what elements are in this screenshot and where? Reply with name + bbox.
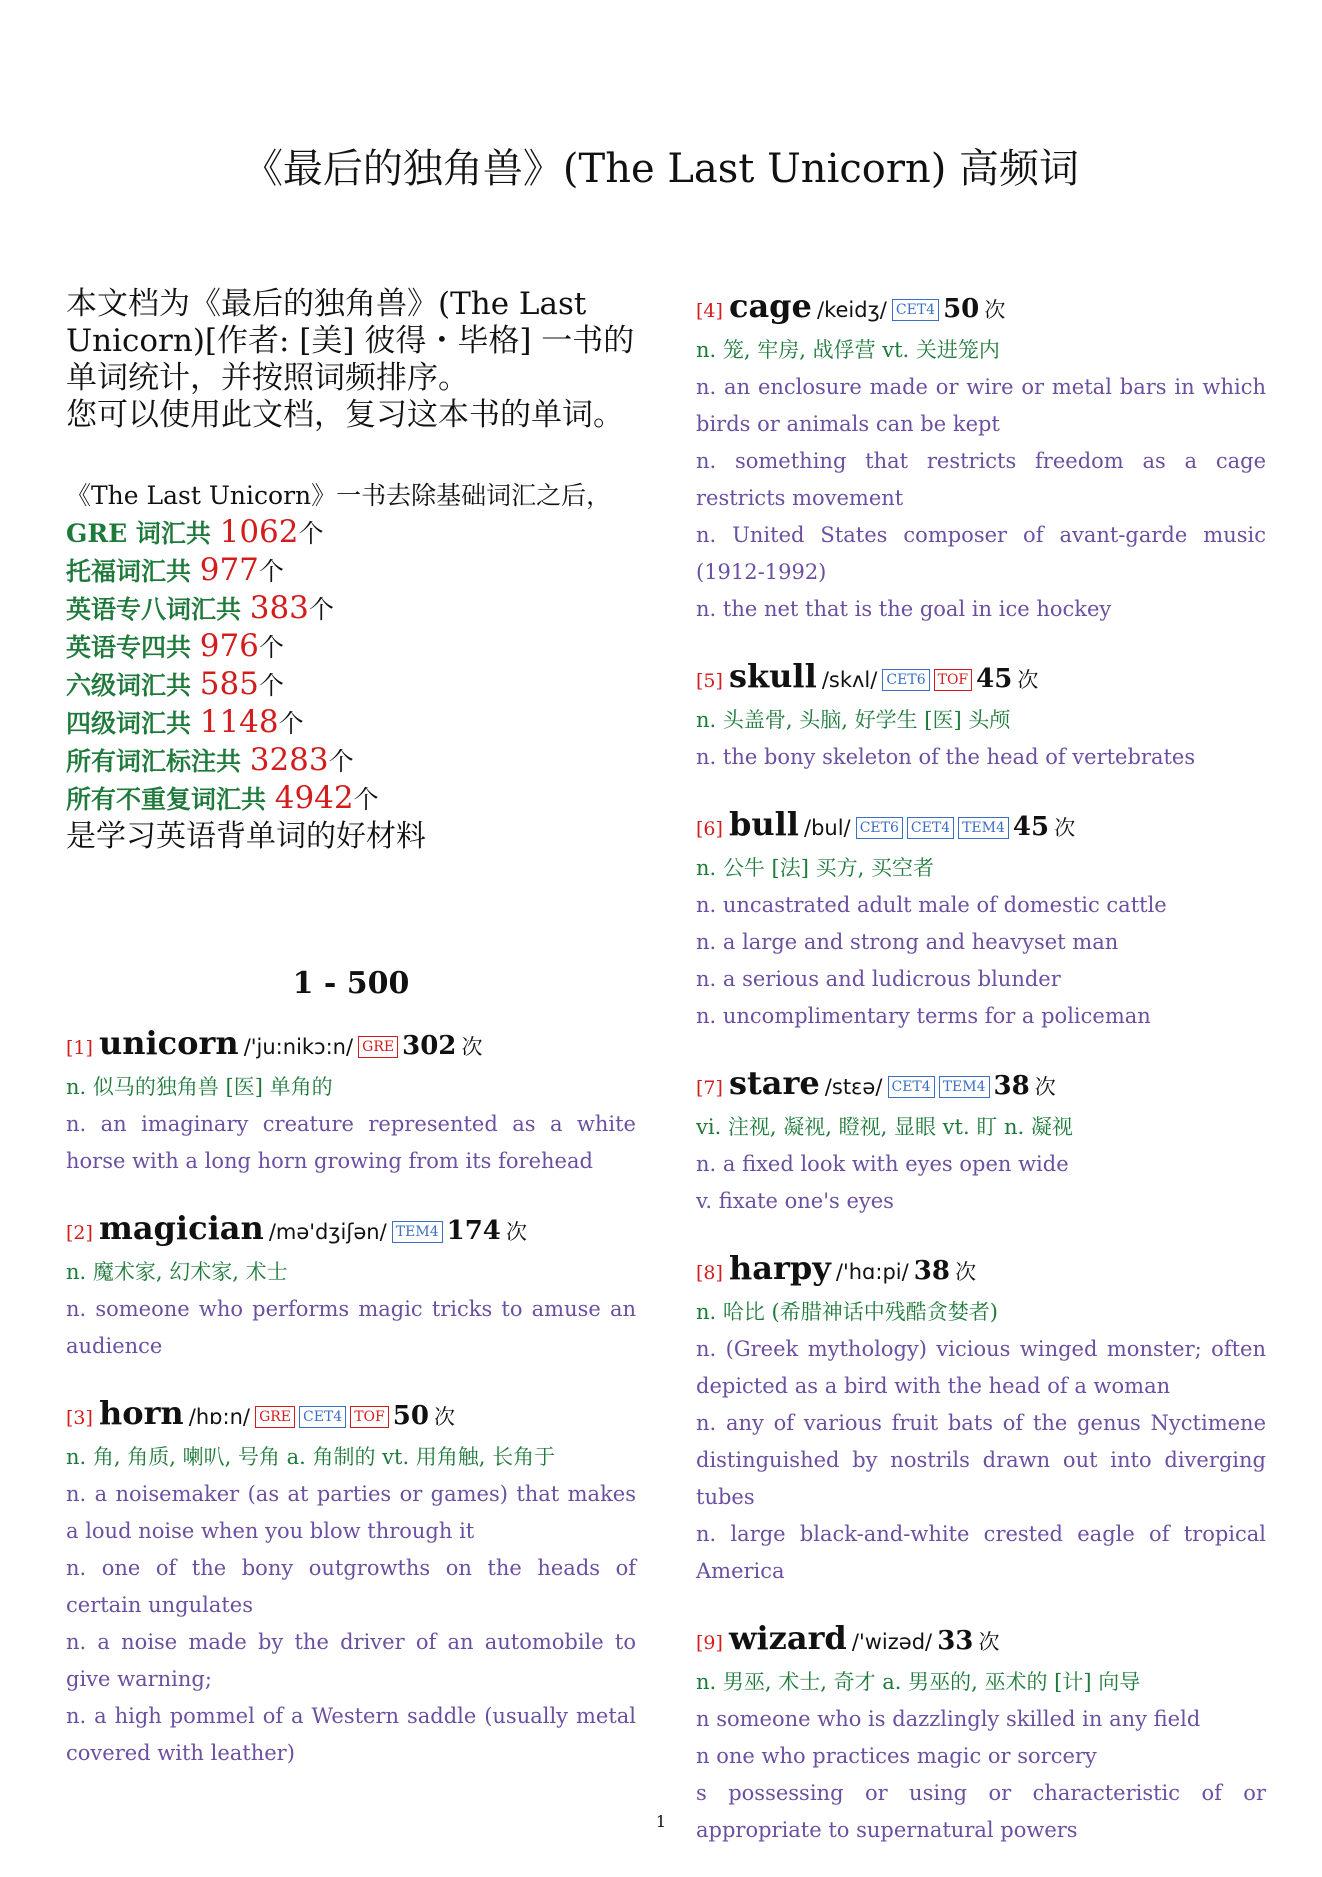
entry-index: [3] — [66, 1407, 99, 1429]
word-entry — [696, 804, 1266, 1035]
entry-times: 次 — [434, 1405, 456, 1429]
entry-word: harpy — [728, 1249, 831, 1287]
right-column — [696, 286, 1266, 1877]
stat-value: 585 — [199, 666, 259, 702]
stat-label: 所有不重复词汇共 — [66, 785, 275, 814]
entry-word: bull — [728, 805, 799, 843]
stat-unit: 个 — [278, 709, 304, 738]
stat-value: 1148 — [199, 704, 279, 740]
entry-index: [4] — [696, 300, 729, 322]
stat-value: 383 — [249, 590, 309, 626]
english-definition: n. the bony skeleton of the head of vertebrates — [696, 745, 1196, 769]
entry-word: skull — [728, 657, 817, 695]
chinese-definition: n. 哈比 (希腊神话中残酷贪婪者) — [696, 1300, 998, 1324]
entry-word: stare — [728, 1064, 820, 1102]
entry-word: cage — [728, 287, 812, 325]
entry-count: 302 — [402, 1031, 457, 1061]
english-definition: n. a noisemaker (as at parties or games) that makes a loud noise when you blow through it — [66, 1482, 636, 1543]
entry-index: [9] — [696, 1632, 729, 1654]
chinese-definition: n. 头盖骨, 头脑, 好学生 [医] 头颅 — [696, 708, 1011, 732]
chinese-definition: n. 似马的独角兽 [医] 单角的 — [66, 1075, 333, 1099]
document-title: 《最后的独角兽》(The Last Unicorn) 高频词 — [242, 146, 1080, 192]
entry-index: [8] — [696, 1262, 729, 1284]
english-definition: n. one of the bony outgrowths on the heads of certain ungulates — [66, 1556, 636, 1617]
english-definition: s possessing or using or characteristic of or appropriate to supernatural powers — [696, 1781, 1266, 1842]
word-entry — [66, 1393, 636, 1772]
stats-list — [66, 514, 636, 818]
intro-paragraph — [66, 286, 636, 434]
stat-unit: 个 — [353, 785, 379, 814]
level-tag: TOF — [350, 1406, 389, 1428]
english-definition: n. uncastrated adult male of domestic cattle — [696, 893, 1167, 917]
chinese-definition: vi. 注视, 凝视, 瞪视, 显眼 vt. 盯 n. 凝视 — [696, 1115, 1073, 1139]
stat-unit: 个 — [258, 557, 284, 586]
stat-line — [66, 704, 636, 742]
stat-unit: 个 — [308, 595, 334, 624]
entry-count: 38 — [913, 1256, 950, 1286]
english-definition: n. the net that is the goal in ice hockey — [696, 597, 1112, 621]
level-tag: TEM4 — [392, 1221, 443, 1243]
entry-head — [696, 1618, 1266, 1664]
range-heading: 1 - 500 — [292, 966, 410, 1001]
entry-times: 次 — [1034, 1075, 1056, 1099]
english-definition: n. someone who performs magic tricks to amuse an audience — [66, 1297, 636, 1358]
stat-unit: 个 — [258, 671, 284, 700]
stat-label: 四级词汇共 — [66, 709, 200, 738]
english-definition: n. a fixed look with eyes open wide — [696, 1152, 1069, 1176]
english-definition: n one who practices magic or sorcery — [696, 1744, 1097, 1768]
entry-count: 50 — [392, 1401, 429, 1431]
stat-label: GRE 词汇共 — [66, 519, 220, 548]
word-entry — [696, 286, 1266, 628]
stat-label: 英语专八词汇共 — [66, 595, 250, 624]
level-tag: TEM4 — [958, 817, 1009, 839]
entry-times: 次 — [1054, 816, 1076, 840]
chinese-definition: n. 公牛 [法] 买方, 买空者 — [696, 856, 934, 880]
entry-index: [6] — [696, 818, 729, 840]
english-definition: n. (Greek mythology) vicious winged monster; often depicted as a bird with the head of a woman — [696, 1337, 1266, 1398]
word-entry — [66, 1208, 636, 1365]
chinese-definition: n. 魔术家, 幻术家, 术士 — [66, 1260, 288, 1284]
stat-label: 英语专四共 — [66, 633, 200, 662]
stat-line — [66, 590, 636, 628]
entry-head — [696, 1248, 1266, 1294]
english-definition: n someone who is dazzlingly skilled in any field — [696, 1707, 1201, 1731]
entry-head — [66, 1023, 636, 1069]
english-definition: n. United States composer of avant-garde music (1912-1992) — [696, 523, 1266, 584]
entry-times: 次 — [978, 1630, 1000, 1654]
stat-unit: 个 — [258, 633, 284, 662]
entry-times: 次 — [1017, 668, 1039, 692]
english-definition: n. a noise made by the driver of an automobile to give warning; — [66, 1630, 636, 1691]
entry-times: 次 — [505, 1220, 527, 1244]
entry-phonetic: /hɒ:n/ — [188, 1405, 250, 1429]
entry-head — [696, 656, 1266, 702]
english-definition: v. fixate one's eyes — [696, 1189, 894, 1213]
right-entry-list — [696, 286, 1266, 1849]
intro-line-2: 您可以使用此文档，复习这本书的单词。 — [66, 397, 624, 433]
intro-line-1: 本文档为《最后的独角兽》(The Last Unicorn)[作者: [美] 彼得・毕格] 一书的单词统计，并按照词频排序。 — [66, 286, 635, 396]
stat-value: 976 — [199, 628, 259, 664]
level-tag: TOF — [934, 669, 973, 691]
stat-line — [66, 666, 636, 704]
page-number: 1 — [655, 1812, 667, 1831]
level-tag: CET4 — [888, 1076, 935, 1098]
chinese-definition: n. 角, 角质, 喇叭, 号角 a. 角制的 vt. 用角触, 长角于 — [66, 1445, 556, 1469]
entry-word: horn — [98, 1394, 184, 1432]
entry-count: 33 — [937, 1626, 974, 1656]
level-tag: GRE — [358, 1036, 398, 1058]
entry-head — [696, 286, 1266, 332]
left-column — [66, 286, 636, 1800]
english-definition: n. a high pommel of a Western saddle (usually metal covered with leather) — [66, 1704, 636, 1765]
level-tag: CET4 — [892, 299, 939, 321]
entry-phonetic: /bul/ — [804, 816, 851, 840]
stat-label: 托福词汇共 — [66, 557, 200, 586]
entry-phonetic: /stεə/ — [824, 1075, 883, 1099]
entry-word: wizard — [728, 1619, 847, 1657]
level-tag: CET4 — [299, 1406, 346, 1428]
word-entry — [696, 656, 1266, 776]
english-definition: n. an enclosure made or wire or metal bars in which birds or animals can be kept — [696, 375, 1266, 436]
entry-phonetic: /skʌl/ — [821, 668, 878, 692]
entry-count: 174 — [446, 1216, 501, 1246]
stat-line — [66, 780, 636, 818]
level-tag: TEM4 — [939, 1076, 990, 1098]
entry-index: [7] — [696, 1077, 729, 1099]
level-tag: CET6 — [856, 817, 903, 839]
entry-count: 45 — [976, 664, 1013, 694]
entry-head — [696, 804, 1266, 850]
level-tag: CET4 — [907, 817, 954, 839]
stat-value: 977 — [199, 552, 259, 588]
stats-footer: 是学习英语背单词的好材料 — [66, 819, 426, 854]
english-definition: n. an imaginary creature represented as a white horse with a long horn growing from its forehead — [66, 1112, 636, 1173]
stat-line — [66, 552, 636, 590]
stat-value: 4942 — [274, 780, 354, 816]
left-entry-list — [66, 1023, 636, 1772]
stat-line — [66, 628, 636, 666]
stat-value: 3283 — [249, 742, 329, 778]
level-tag: CET6 — [882, 669, 929, 691]
entry-count: 38 — [993, 1071, 1030, 1101]
stat-label: 六级词汇共 — [66, 671, 200, 700]
word-entry — [696, 1248, 1266, 1590]
entry-head — [696, 1063, 1266, 1109]
stat-line — [66, 514, 636, 552]
stats-block — [66, 478, 636, 856]
entry-count: 50 — [943, 294, 980, 324]
entry-times: 次 — [461, 1035, 483, 1059]
stat-unit: 个 — [298, 519, 324, 548]
stats-heading: 《The Last Unicorn》一书去除基础词汇之后， — [66, 481, 612, 510]
entry-head — [66, 1208, 636, 1254]
entry-phonetic: /mə'dʒiʃən/ — [268, 1220, 387, 1244]
stat-unit: 个 — [328, 747, 354, 776]
english-definition: n. a serious and ludicrous blunder — [696, 967, 1061, 991]
entry-times: 次 — [984, 298, 1006, 322]
entry-index: [5] — [696, 670, 729, 692]
english-definition: n. a large and strong and heavyset man — [696, 930, 1119, 954]
entry-index: [1] — [66, 1037, 99, 1059]
word-entry — [696, 1063, 1266, 1220]
entry-times: 次 — [955, 1260, 977, 1284]
entry-phonetic: /keidʒ/ — [817, 298, 887, 322]
english-definition: n. large black-and-white crested eagle of tropical America — [696, 1522, 1266, 1583]
entry-head — [66, 1393, 636, 1439]
entry-word: unicorn — [98, 1024, 239, 1062]
english-definition: n. any of various fruit bats of the genus Nyctimene distinguished by nostrils drawn out into diverging tubes — [696, 1411, 1266, 1509]
entry-phonetic: /'ju:nikɔ:n/ — [243, 1035, 354, 1059]
entry-index: [2] — [66, 1222, 99, 1244]
entry-phonetic: /'wizəd/ — [851, 1630, 933, 1654]
stat-line — [66, 742, 636, 780]
chinese-definition: n. 男巫, 术士, 奇才 a. 男巫的, 巫术的 [计] 向导 — [696, 1670, 1141, 1694]
entry-word: magician — [98, 1209, 264, 1247]
stat-value: 1062 — [219, 514, 299, 550]
english-definition: n. something that restricts freedom as a cage restricts movement — [696, 449, 1266, 510]
level-tag: GRE — [255, 1406, 295, 1428]
word-entry — [66, 1023, 636, 1180]
english-definition: n. uncomplimentary terms for a policeman — [696, 1004, 1151, 1028]
stat-label: 所有词汇标注共 — [66, 747, 250, 776]
entry-count: 45 — [1012, 812, 1050, 842]
entry-phonetic: /'hɑ:pi/ — [835, 1260, 909, 1284]
chinese-definition: n. 笼, 牢房, 战俘营 vt. 关进笼内 — [696, 338, 1000, 362]
